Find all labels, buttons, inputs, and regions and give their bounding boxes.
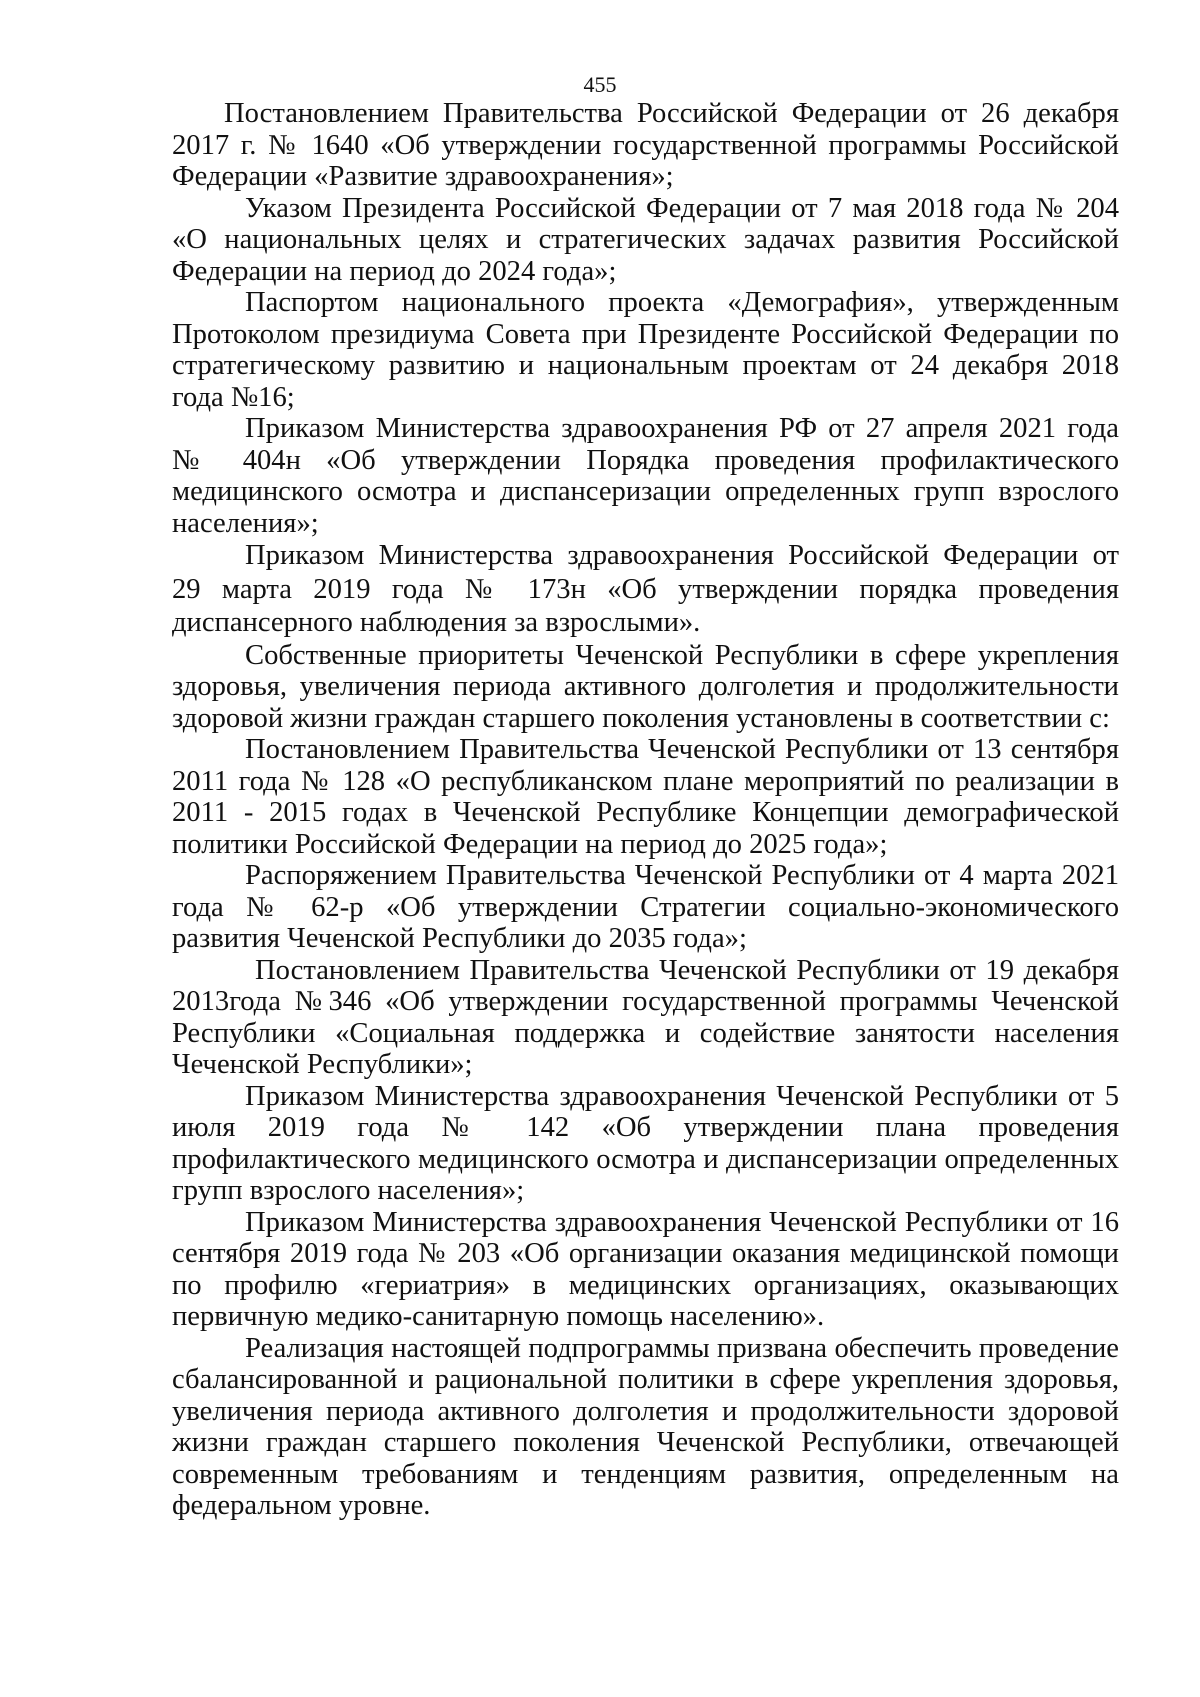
paragraph-chechen-resolution-128: Постановлением Правительства Чеченской Республики от 13 сентября 2011 года № 128 «О республиканском плане мероприятий по реализации в 2011 - 2015 годах в Чеченской Республике Концепции демографической политики Российской Федерации на период до 2025 года»; [172,734,1119,860]
paragraph-health-ministry-order-404n: Приказом Министерства здравоохранения РФ от 27 апреля 2021 года № 404н «Об утверждении Порядка проведения профилактического медицинского осмотра и диспансеризации определенных групп взрослого населения»; [172,413,1119,539]
page-number: 455 [583,72,617,97]
paragraph-health-ministry-order-173n: Приказом Министерства здравоохранения Российской Федерации от 29 марта 2019 года № 173н «Об утверждении порядка проведения диспансерного наблюдения за взрослыми». [172,540,1119,638]
paragraph-chechen-resolution-346: Постановлением Правительства Чеченской Республики от 19 декабря 2013года №346 «Об утверждении государственной программы Чеченской Республики «Социальная поддержка и содействие занятости населения Чеченской Республики»; [172,954,1119,1080]
paragraph-federal-resolution-1640: Постановлением Правительства Российской Федерации от 26 декабря 2017 г. № 1640 «Об утверждении государственной программы Российской Федерации «Развитие здравоохранения»; [172,98,1119,192]
paragraph-subprogram-implementation: Реализация настоящей подпрограммы призвана обеспечить проведение сбалансированной и рациональной политики в сфере укрепления здоровья, увеличения периода активного долголетия и продолжительности здоровой жизни граждан старшего поколения Чеченской Республики, отвечающей современным требованиям и тенденциям развития, определенным на федеральном уровне. [172,1332,1119,1521]
paragraph-chechen-health-order-203: Приказом Министерства здравоохранения Чеченской Республики от 16 сентября 2019 года № 203 «Об организации оказания медицинской помощи по профилю «гериатрия» в медицинских организациях, оказывающих первичную медико-санитарную помощь населению». [172,1206,1119,1332]
paragraph-presidential-decree-204: Указом Президента Российской Федерации от 7 мая 2018 года № 204 «О национальных целях и стратегических задачах развития Российской Федерации на период до 2024 года»; [172,192,1119,287]
paragraph-chechen-health-order-142: Приказом Министерства здравоохранения Чеченской Республики от 5 июля 2019 года № 142 «Об утверждении плана проведения профилактического медицинского осмотра и диспансеризации определенных групп взрослого населения»; [172,1080,1119,1206]
paragraph-demography-passport: Паспортом национального проекта «Демография», утвержденным Протоколом президиума Совета при Президенте Российской Федерации по стратегическому развитию и национальным проектам от 24 декабря 2018 года №16; [172,287,1119,413]
paragraph-chechen-order-62r: Распоряжением Правительства Чеченской Республики от 4 марта 2021 года № 62-р «Об утверждении Стратегии социально-экономического развития Чеченской Республики до 2035 года»; [172,860,1119,954]
paragraph-chechen-priorities: Собственные приоритеты Чеченской Республики в сфере укрепления здоровья, увеличения периода активного долголетия и продолжительности здоровой жизни граждан старшего поколения установлены в соответствии с: [172,639,1119,734]
document-body [172,98,1119,1522]
